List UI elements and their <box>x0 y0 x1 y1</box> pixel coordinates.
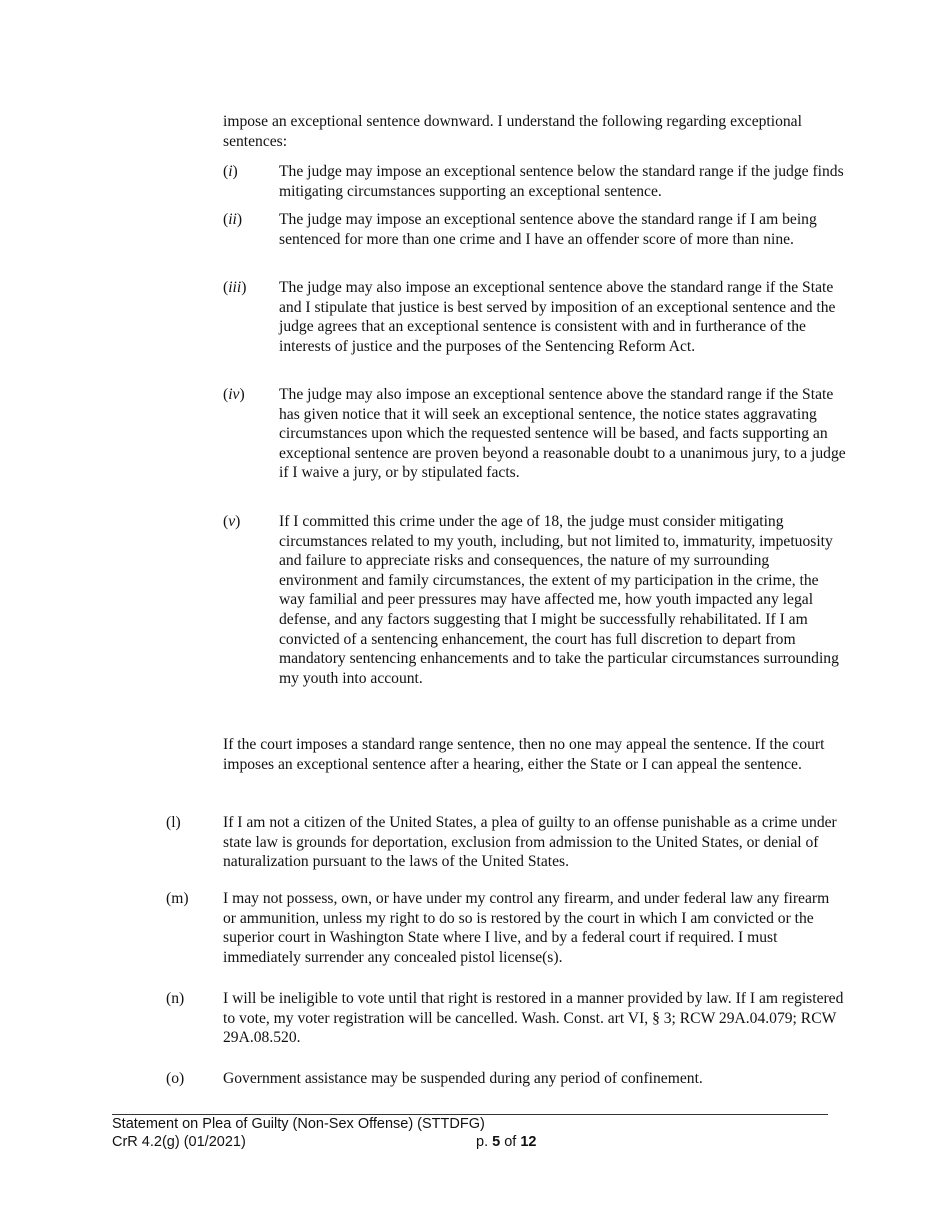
item-l <box>166 813 846 872</box>
subitem-iii <box>223 278 848 356</box>
appeal-paragraph: If the court imposes a standard range sentence, then no one may appeal the sentence. If the court imposes an exceptional sentence after a hearing, either the State or I can appeal the sentence. <box>223 736 825 773</box>
subitem-marker: (iv) <box>223 386 245 403</box>
item-marker: (o) <box>166 1070 185 1087</box>
subitem-text: The judge may also impose an exceptional sentence above the standard range if the State and I stipulate that justice is best served by imposition of an exceptional sentence and the judge agrees that an exceptional sentence is consistent with and in furtherance of the interests of justice and the purposes of the Sentencing Reform Act. <box>279 279 836 355</box>
footer-divider <box>112 1114 828 1115</box>
footer-form-title: Statement on Plea of Guilty (Non-Sex Offense) (STTDFG) <box>112 1116 485 1132</box>
item-m <box>166 889 846 967</box>
item-text: If I am not a citizen of the United States, a plea of guilty to an offense punishable as a crime under state law is grounds for deportation, exclusion from admission to the United States, or denial of naturalization pursuant to the laws of the United States. <box>223 814 837 871</box>
subitem-text: The judge may also impose an exceptional sentence above the standard range if the State has given notice that it will seek an exceptional sentence, the notice states aggravating circumstances upon which the requested sentence will be based, and facts supporting an exceptional sentence are proven beyond a reasonable doubt to a unanimous jury, to a judge if I waive a jury, or by stipulated facts. <box>279 386 846 482</box>
footer-form-code: CrR 4.2(g) (01/2021) <box>112 1133 246 1150</box>
page-footer <box>112 1116 828 1152</box>
subitem-marker: (ii) <box>223 211 243 228</box>
subitem-i <box>223 162 848 201</box>
subitem-text: If I committed this crime under the age of 18, the judge must consider mitigating circumstances related to my youth, including, but not limited to, immaturity, impetuosity and failure to appreciate risks and consequences, the nature of my surrounding environment and family circumstances, the extent of my participation in the crime, the way familial and peer pressures may have affected me, how youth impacted any legal defense, and any factors suggesting that I might be successfully rehabilitated. If I am convicted of a sentencing enhancement, the court has full discretion to depart from mandatory sentencing enhancements and to take the particular circumstances surrounding my youth into account. <box>279 513 839 687</box>
subitem-text: The judge may impose an exceptional sentence below the standard range if the judge finds mitigating circumstances supporting an exceptional sentence. <box>279 163 844 200</box>
item-text: I will be ineligible to vote until that right is restored in a manner provided by law. If I am registered to vote, my voter registration will be cancelled. Wash. Const. art VI, § 3; RCW 29A.04.079; RCW 29A.08.520. <box>223 990 844 1047</box>
intro-paragraph: impose an exceptional sentence downward. I understand the following regarding exceptional sentences: <box>223 113 802 150</box>
subitem-marker: (v) <box>223 513 241 530</box>
item-text: I may not possess, own, or have under my control any firearm, and under federal law any firearm or ammunition, unless my right to do so is restored by the court in which I am convicted or the superior court in Washington State where I live, and by a federal court if required. I must immediately surrender any concealed pistol license(s). <box>223 890 830 966</box>
item-n <box>166 989 846 1048</box>
item-marker: (m) <box>166 890 189 907</box>
subitem-iv <box>223 385 848 483</box>
subitem-marker: (iii) <box>223 279 247 296</box>
footer-page-number: p. 5 of 12 <box>476 1133 537 1150</box>
item-text: Government assistance may be suspended during any period of confinement. <box>223 1070 703 1087</box>
subitem-text: The judge may impose an exceptional sentence above the standard range if I am being sentenced for more than one crime and I have an offender score of more than nine. <box>279 211 817 248</box>
subitem-v <box>223 512 848 688</box>
subitem-ii <box>223 210 848 249</box>
subitem-marker: (i) <box>223 163 238 180</box>
item-marker: (l) <box>166 814 181 831</box>
item-o <box>166 1069 846 1089</box>
item-marker: (n) <box>166 990 185 1007</box>
